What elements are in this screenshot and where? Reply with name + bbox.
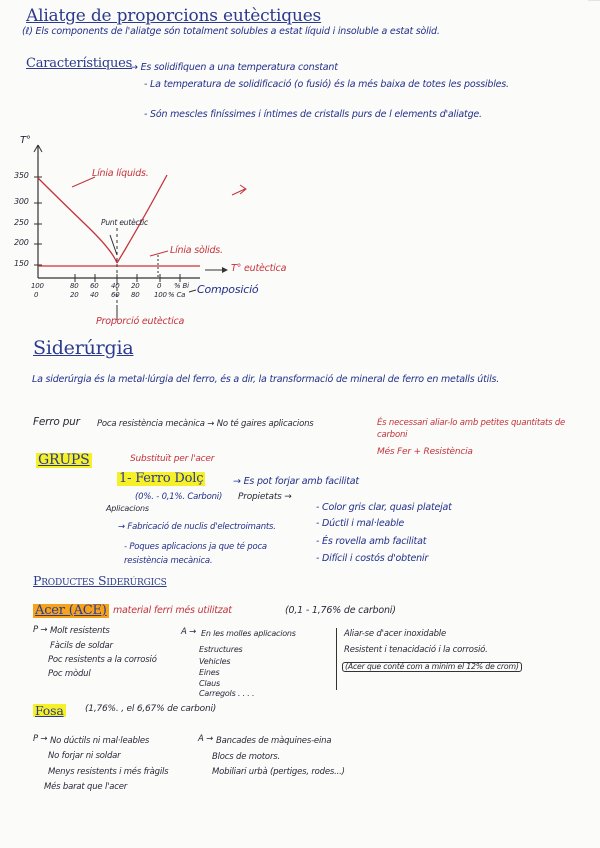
x-top-100: 100: [31, 282, 44, 290]
x-unit-bi: % Bi: [174, 282, 189, 290]
y-tick-200: 200: [14, 238, 29, 247]
productes-title: Productes Siderúrgics: [33, 573, 167, 588]
x-bot-20: 20: [70, 291, 79, 299]
acer-desc: material ferri més utilitzat: [113, 605, 232, 616]
acer-app-1: En les molles aplicacions: [201, 629, 296, 638]
x-top-60: 60: [90, 282, 99, 290]
x-top-80: 80: [70, 282, 79, 290]
acer-app-5: Claus: [199, 679, 220, 688]
prop-1: - Color gris clar, quasi platejat: [316, 502, 452, 513]
caract-1: → Es solidifiquen a una temperatura constant: [130, 62, 338, 73]
ferro-dolc-carboni: (0%. - 0,1%. Carboni): [135, 492, 223, 502]
prop-3: - És rovella amb facilitat: [316, 536, 427, 547]
acer-prop-3: Poc resistents a la corrosió: [48, 655, 157, 665]
prop-2: - Dúctil i mal·leable: [316, 518, 405, 529]
liquidus-label: Línia líquids.: [92, 168, 149, 179]
inox-1: Aliar-se d'acer inoxidable: [344, 629, 446, 639]
x-bot-80: 80: [131, 291, 140, 299]
siderurgia-title: Siderúrgia: [33, 337, 134, 359]
y-tick-250: 250: [14, 218, 29, 227]
intro-text: (ℓ) Els components de l'aliatge són totalment solubles a estat líquid i insoluble a estat sòlid.: [22, 26, 440, 37]
substituit-text: Substituït per l'acer: [130, 454, 215, 464]
x-unit-ca: % Ca: [168, 291, 186, 299]
acer-apps-label: A →: [181, 627, 197, 637]
acer-prop-1: Molt resistents: [50, 626, 110, 636]
eutectic-proportion-label: Proporció eutèctica: [96, 316, 185, 327]
fosa-range: (1,76%. , el 6,67% de carboni): [85, 704, 217, 714]
acer-app-6: Carregols . . . .: [199, 689, 255, 698]
fosa-prop-1: No dúctils ni mal·leables: [50, 736, 150, 746]
acer-prop-2: Fàcils de soldar: [50, 641, 113, 651]
propietats-label: Propietats →: [238, 492, 292, 502]
y-axis-label: T°: [20, 135, 31, 146]
page-title: Aliatge de proporcions eutèctiques: [26, 6, 322, 26]
fosa-apps-label: A →: [198, 734, 214, 744]
fosa-props-label: P →: [33, 734, 48, 744]
caracteristiques-heading: Característiques: [26, 56, 133, 71]
x-bot-60: 60: [111, 291, 120, 299]
x-top-20: 20: [131, 282, 140, 290]
acer-prop-4: Poc mòdul: [48, 669, 91, 679]
acer-app-2: Estructures: [199, 645, 243, 654]
y-tick-150: 150: [14, 259, 29, 268]
acer-label: Acer (ACE): [35, 603, 107, 618]
eutectic-point-label: Punt eutèctic: [101, 218, 148, 227]
x-bot-0: 0: [34, 291, 39, 299]
fosa-app-2: Blocs de motors.: [212, 752, 280, 762]
y-tick-350: 350: [14, 171, 29, 180]
eutectic-temp-label: T° eutèctica: [231, 263, 287, 274]
acer-app-4: Eines: [199, 668, 220, 677]
necessari-text: És necessari aliar-lo amb petites quantitats de carboni: [377, 418, 566, 440]
acer-app-3: Vehicles: [199, 657, 231, 666]
aplic-2: - Poques aplicacions ja que té poca resistència mecànica.: [124, 542, 267, 567]
acer-props-label: P →: [33, 625, 48, 635]
siderurgia-text: La siderúrgia és la metal·lúrgia del ferro, és a dir, la transformació de mineral de ferro en metalls útils.: [32, 374, 500, 385]
inox-2: Resistent i tenacidació i la corrosió.: [344, 645, 488, 655]
y-tick-300: 300: [14, 197, 29, 206]
aplicacions-label: Aplicacions: [106, 504, 149, 513]
mes-resistencia: Més Fer + Resistència: [377, 447, 473, 457]
prop-4: - Difícil i costós d'obtenir: [316, 553, 429, 564]
acer-divider: [336, 628, 337, 690]
fosa-prop-3: Menys resistents i més fràgils: [48, 767, 169, 777]
ferro-pur: Ferro pur: [33, 416, 80, 428]
fosa-app-1: Bancades de màquines-eina: [216, 736, 332, 746]
ferro-dolc-desc: → Es pot forjar amb facilitat: [233, 476, 359, 487]
fosa-app-3: Mobiliari urbà (pertiges, rodes...): [212, 767, 345, 777]
solidus-label: Línia sòlids.: [170, 245, 223, 256]
grups-label: GRUPS: [38, 452, 90, 468]
x-axis-label: Composició: [197, 283, 259, 296]
x-top-40: 40: [111, 282, 120, 290]
x-bot-40: 40: [90, 291, 99, 299]
ferro-pur-desc: Poca resistència mecànica → No té gaires aplicacions: [97, 419, 314, 429]
acer-range: (0,1 - 1,76% de carboni): [285, 605, 396, 616]
ferro-dolc-heading: 1- Ferro Dolç: [119, 471, 204, 486]
fosa-prop-2: No forjar ni soldar: [48, 751, 121, 761]
fosa-prop-4: Més barat que l'acer: [44, 782, 128, 792]
caract-2: - La temperatura de solidificació (o fusió) és la més baixa de totes les possibles.: [144, 79, 509, 90]
inox-3: (Acer que conté com a mínim el 12% de crom): [342, 662, 522, 672]
x-bot-100: 100: [154, 291, 167, 299]
fosa-label: Fosa: [35, 703, 64, 718]
x-top-0: 0: [157, 282, 162, 290]
aplic-1: → Fabricació de nuclis d'electroimants.: [118, 522, 276, 532]
caract-3: - Són mescles finíssimes i íntimes de cristalls purs de l elements d'aliatge.: [144, 109, 482, 120]
